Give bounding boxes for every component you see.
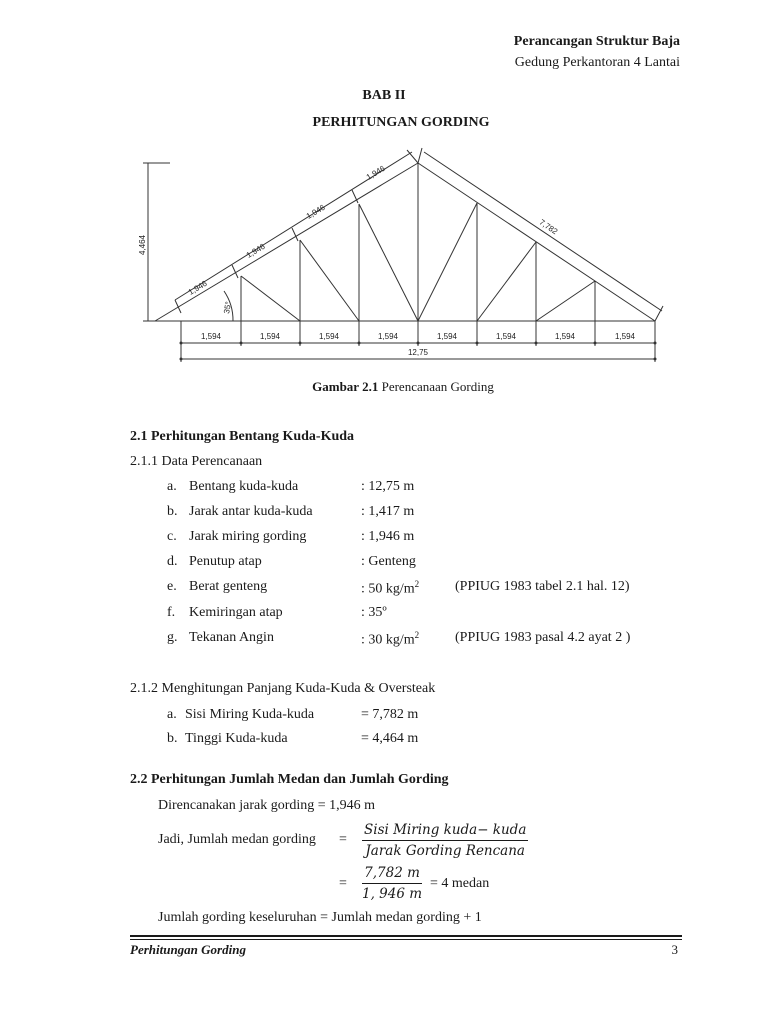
fraction-denominator: 1, 946 m [362,886,423,902]
result-medan: = 4 medan [430,876,490,891]
dim-panel-6: 1,594 [495,332,517,341]
dim-span: 12,75 [407,348,429,357]
figure-caption-label: Gambar 2.1 [312,379,379,394]
dim-panel-4: 1,594 [377,332,399,341]
fraction-numerator: 7,782 m [362,865,422,884]
chapter-title: PERHITUNGAN GORDING [312,115,490,130]
footer-rule [130,935,682,942]
truss-diagram [0,0,768,380]
figure-caption-text: Perencanaan Gording [381,379,494,394]
fraction-formula [362,822,528,859]
jarak-gording-line: Direncanakan jarak gording = 1,946 m [158,798,376,813]
fraction-numerator: Sisi Miring kuda− kuda [362,822,528,841]
jadi-label: Jadi, Jumlah medan gording [158,832,316,847]
equals-sign: = [339,832,347,847]
equals-sign: = [339,876,347,891]
dim-panel-5: 1,594 [436,332,458,341]
subsection-2-1-1-heading: 2.1.1 Data Perencanaan [130,454,263,469]
dim-panel-8: 1,594 [614,332,636,341]
dim-angle: 35° [222,300,234,315]
dim-rafter-3: 1,946 [304,202,327,221]
dim-rafter-right: 7,782 [537,217,560,237]
footer-title: Perhitungan Gording [130,942,246,957]
subsection-2-1-2-heading: 2.1.2 Menghitungan Panjang Kuda-Kuda & Oversteak [130,681,436,696]
section-2-1-heading: 2.1 Perhitungan Bentang Kuda-Kuda [130,429,355,444]
dim-panel-3: 1,594 [318,332,340,341]
dim-panel-7: 1,594 [554,332,576,341]
dim-rafter-2: 1,946 [244,241,267,260]
fraction-denominator: Jarak Gording Rencana [365,843,525,859]
page-number: 3 [671,942,678,957]
fraction-values [362,865,422,902]
dim-rafter-4: 1,946 [364,163,387,182]
dim-rafter-1: 1,946 [186,278,209,297]
jumlah-gording-line: Jumlah gording keseluruhan = Jumlah medan gording + 1 [158,910,482,925]
chapter-number: BAB II [362,88,406,103]
header-title: Perancangan Struktur Baja [513,34,680,49]
dim-height: 4,464 [138,234,147,256]
dim-panel-2: 1,594 [259,332,281,341]
section-2-2-heading: 2.2 Perhitungan Jumlah Medan dan Jumlah Gording [130,772,449,787]
dim-panel-1: 1,594 [200,332,222,341]
header-subtitle: Gedung Perkantoran 4 Lantai [514,55,680,70]
figure-caption [0,379,768,395]
